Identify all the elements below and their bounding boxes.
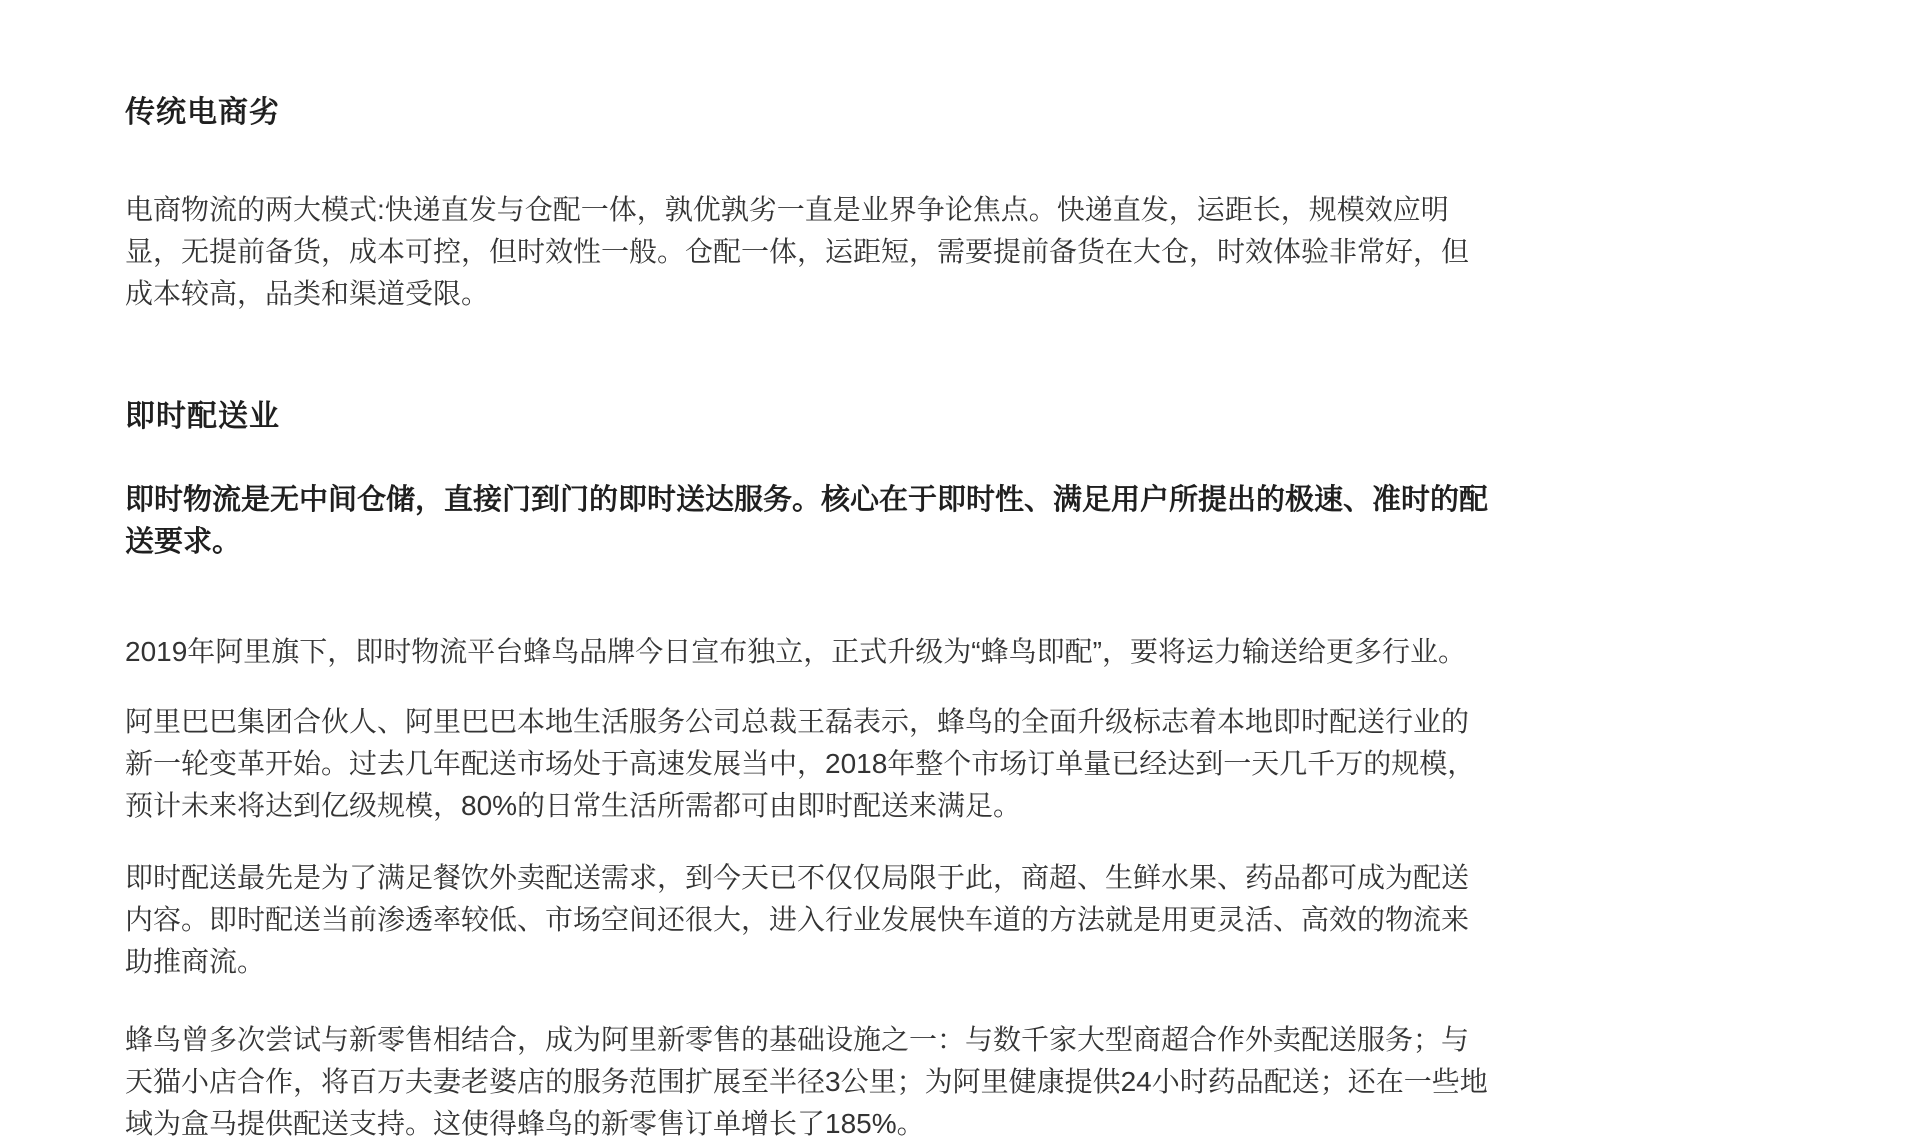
paragraph-fengniao-independence: 2019年阿里旗下，即时物流平台蜂鸟品牌今日宣布独立，正式升级为“蜂鸟即配”，要将运力输送给更多行业。: [125, 636, 1466, 667]
heading-instant-delivery-industry: 即时配送业: [125, 400, 280, 433]
heading-traditional-ecommerce: 传统电商劣: [125, 96, 280, 129]
paragraph-instant-logistics-definition: 即时物流是无中间仓储，直接门到门的即时送达服务。核心在于即时性、满足用户所提出的极速、准时的配送要求。: [125, 484, 1489, 558]
paragraph-delivery-content-expansion: 即时配送最先是为了满足餐饮外卖配送需求，到今天已不仅仅局限于此，商超、生鲜水果、药品都可成为配送内容。即时配送当前渗透率较低、市场空间还很大，进入行业发展快车道的方法就是用更灵活、高效的物流来助推商流。: [125, 862, 1470, 977]
paragraph-fengniao-new-retail: 蜂鸟曾多次尝试与新零售相结合，成为阿里新零售的基础设施之一：与数千家大型商超合作外卖配送服务；与天猫小店合作，将百万夫妻老婆店的服务范围扩展至半径3公里；为阿里健康提供24小时药品配送；还在一些地域为盒马提供配送支持。这使得蜂鸟的新零售订单增长了185%。: [125, 1024, 1488, 1139]
paragraph-wanglei-statement: 阿里巴巴集团合伙人、阿里巴巴本地生活服务公司总裁王磊表示，蜂鸟的全面升级标志着本地即时配送行业的新一轮变革开始。过去几年配送市场处于高速发展当中，2018年整个市场订单量已经达到一天几千万的规模，预计未来将达到亿级规模，80%的日常生活所需都可由即时配送来满足。: [125, 706, 1476, 821]
paragraph-ecommerce-logistics-models: 电商物流的两大模式:快递直发与仓配一体，孰优孰劣一直是业界争论焦点。快递直发，运距长，规模效应明显，无提前备货，成本可控，但时效性一般。仓配一体，运距短，需要提前备货在大仓，时效体验非常好，但成本较高，品类和渠道受限。: [125, 194, 1470, 309]
